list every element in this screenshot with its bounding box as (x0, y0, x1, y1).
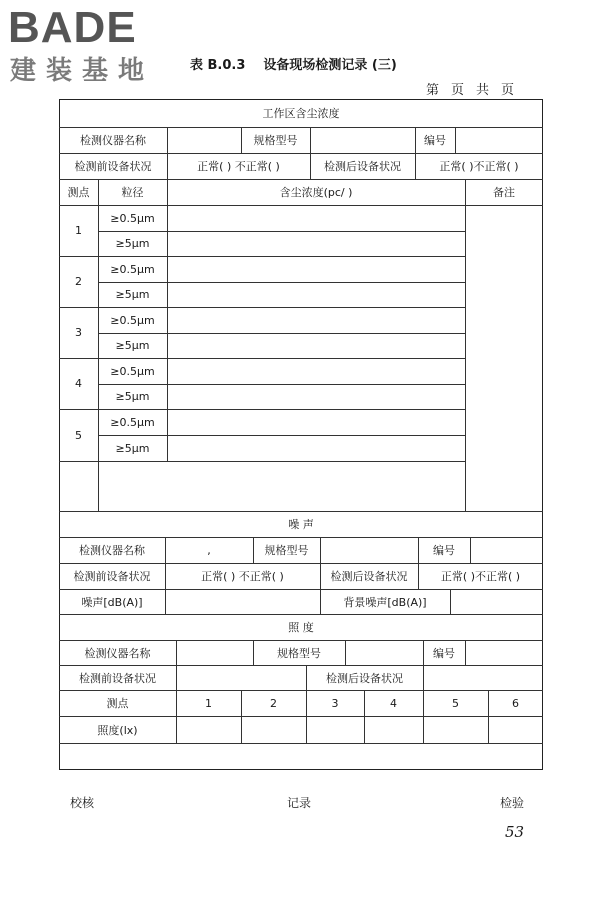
noise-serial-field[interactable] (470, 537, 543, 563)
illuminance-value-cell[interactable] (423, 716, 488, 743)
illuminance-instrument-name-label: 检测仪器名称 (84, 646, 151, 660)
noise-before-status-options[interactable]: 正常( ) 不正常( ) (201, 570, 284, 583)
table-number: 表 B.0.3 (190, 58, 246, 73)
col-header-remark: 备注 (493, 186, 515, 199)
dust-section-title: 工作区含尘浓度 (262, 107, 340, 120)
logo-chinese-text: 建装基地 (10, 56, 155, 86)
table-title-text: 设备现场检测记录 (三) (263, 58, 397, 73)
illuminance-point-number: 4 (390, 696, 397, 710)
noise-instrument-name-label: 检测仪器名称 (79, 544, 145, 557)
signature-inspect-label: 检验 (500, 796, 525, 810)
illuminance-value-label: 照度(lx) (97, 723, 138, 737)
particle-size-cell: ≥5μm (115, 339, 150, 352)
dust-after-status-label: 检测后设备状况 (324, 160, 401, 173)
illuminance-serial-field[interactable] (465, 640, 543, 665)
noise-instrument-name-field[interactable]: , (207, 543, 211, 557)
illuminance-model-label: 规格型号 (277, 646, 321, 660)
illuminance-after-status-label: 检测后设备状况 (326, 671, 403, 685)
illuminance-value-cell[interactable] (241, 716, 306, 743)
illuminance-value-cell[interactable] (488, 716, 543, 743)
particle-size-cell: ≥0.5μm (110, 415, 155, 429)
illuminance-before-status-label: 检测前设备状况 (79, 671, 156, 685)
signature-record-label: 记录 (287, 796, 312, 810)
row-divider (59, 461, 465, 462)
illuminance-point-number: 5 (452, 696, 459, 710)
col-header-particle-size: 粒径 (121, 186, 144, 199)
dust-instrument-name-label: 检测仪器名称 (80, 134, 146, 147)
dust-after-status-options[interactable]: 正常( )不正常( ) (439, 160, 519, 173)
point-number: 5 (75, 428, 82, 442)
table-title (190, 54, 397, 73)
dust-serial-field[interactable] (455, 127, 543, 153)
illuminance-point-number: 3 (331, 696, 339, 710)
illuminance-value-cell[interactable] (306, 716, 364, 743)
background-noise-field[interactable] (450, 589, 543, 614)
noise-value-field[interactable] (165, 589, 320, 614)
particle-size-cell: ≥0.5μm (110, 364, 155, 378)
point-number: 3 (75, 326, 82, 339)
illuminance-after-status-field[interactable] (423, 665, 543, 690)
noise-after-status-label: 检测后设备状况 (330, 570, 408, 583)
illuminance-model-field[interactable] (345, 640, 423, 665)
particle-size-cell: ≥5μm (115, 288, 150, 301)
noise-section-title: 噪 声 (288, 518, 314, 531)
signature-check-label: 校核 (70, 796, 95, 810)
brand-logo (8, 3, 178, 86)
point-number: 2 (75, 275, 82, 288)
col-divider (465, 179, 466, 511)
dust-before-status-options[interactable]: 正常( ) 不正常( ) (197, 160, 280, 173)
noise-before-status-label: 检测前设备状况 (73, 570, 151, 583)
illuminance-point-number: 2 (270, 696, 277, 710)
dust-instrument-name-field[interactable] (167, 127, 241, 153)
particle-size-cell: ≥5μm (115, 441, 150, 455)
particle-size-cell: ≥5μm (115, 390, 150, 403)
dust-serial-label: 编号 (424, 134, 446, 147)
page-label-ye2: 页 (501, 83, 517, 98)
particle-size-cell: ≥0.5μm (110, 211, 155, 225)
noise-model-field[interactable] (320, 537, 418, 563)
page-info (426, 79, 526, 98)
illuminance-before-status-field[interactable] (176, 665, 306, 690)
illuminance-instrument-name-field[interactable] (176, 640, 253, 665)
background-noise-label: 背景噪声[dB(A)] (343, 595, 427, 609)
page-label-gong: 共 (476, 83, 492, 98)
illuminance-point-label: 测点 (106, 697, 129, 710)
col-divider (167, 179, 168, 461)
point-number: 1 (75, 224, 82, 237)
logo-latin-text: BADE (8, 3, 137, 52)
illuminance-point-number: 1 (205, 696, 212, 710)
noise-serial-label: 编号 (433, 544, 455, 557)
point-number: 4 (75, 377, 82, 390)
col-header-dust-concentration: 含尘浓度(pc/ ) (279, 186, 353, 199)
dust-before-status-label: 检测前设备状况 (74, 160, 152, 173)
dust-model-label: 规格型号 (253, 134, 298, 147)
illuminance-value-cell[interactable] (176, 716, 241, 743)
page-label-di: 第 (426, 83, 442, 98)
col-header-point: 测点 (67, 186, 90, 199)
dust-model-field[interactable] (310, 127, 415, 153)
noise-after-status-options[interactable]: 正常( )不正常( ) (440, 570, 521, 583)
illuminance-serial-label: 编号 (433, 646, 455, 660)
noise-model-label: 规格型号 (264, 544, 309, 557)
particle-size-cell: ≥0.5μm (110, 313, 155, 327)
page-number: 53 (505, 823, 525, 841)
page-label-ye1: 页 (451, 83, 467, 98)
illuminance-value-cell[interactable] (364, 716, 423, 743)
row-divider (59, 743, 543, 744)
noise-value-label: 噪声[dB(A)] (81, 595, 143, 609)
illuminance-point-number: 6 (512, 696, 519, 710)
illuminance-section-title: 照 度 (288, 621, 314, 634)
particle-size-cell: ≥5μm (115, 237, 150, 250)
particle-size-cell: ≥0.5μm (110, 262, 155, 276)
